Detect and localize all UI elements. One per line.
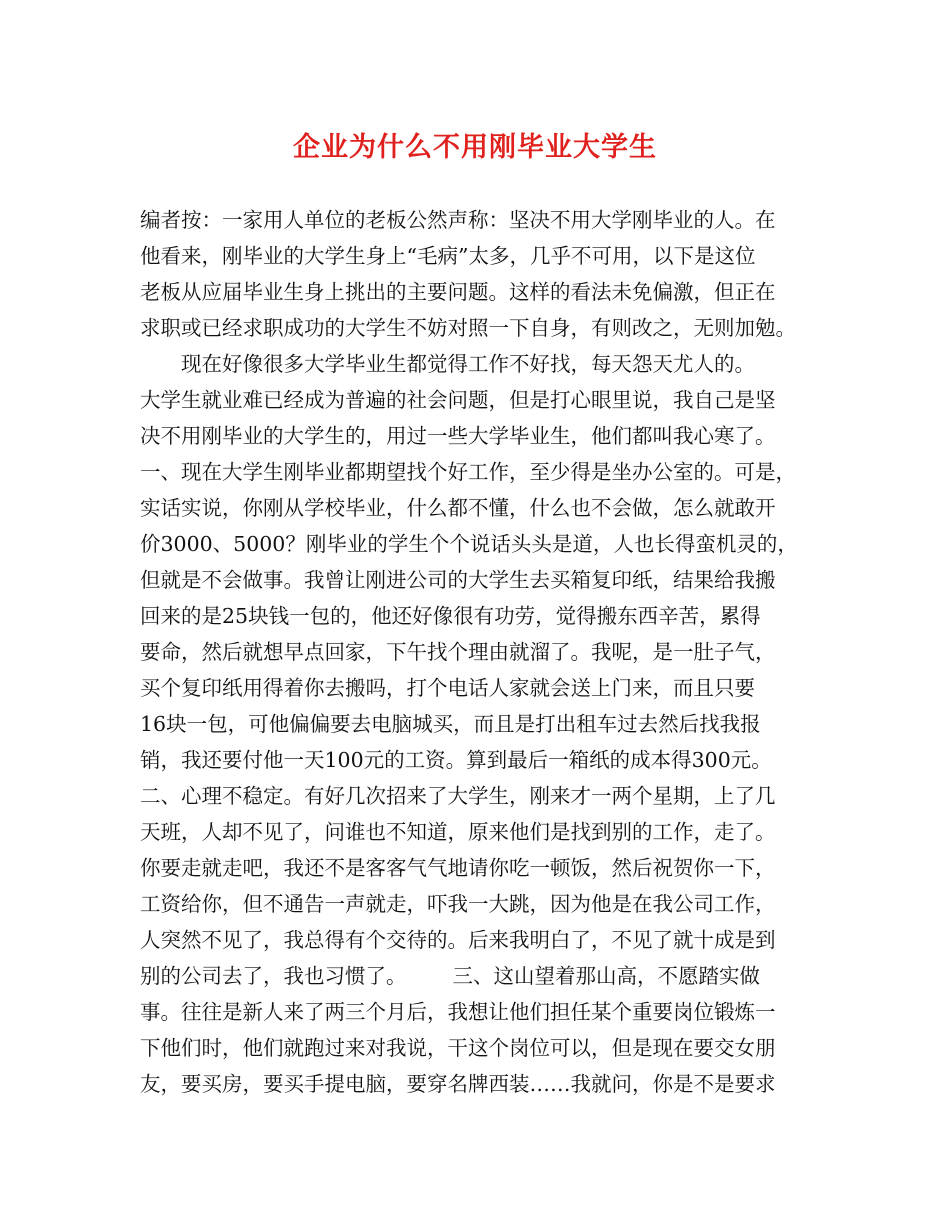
document-title: 企业为什么不用刚毕业大学生 bbox=[293, 132, 657, 163]
paragraph-line: 实话实说，你刚从学校毕业，什么都不懂，什么也不会做，怎么就敢开 bbox=[140, 496, 776, 520]
paragraph-line: 工资给你，但不通告一声就走，吓我一大跳，因为他是在我公司工作， bbox=[140, 892, 776, 916]
paragraph-line-split bbox=[140, 958, 820, 994]
paragraph-line: 他看来，刚毕业的大学生身上“毛病”太多，几乎不可用，以下是这位 bbox=[140, 244, 756, 268]
paragraph-line: 事。往往是新人来了两三个月后，我想让他们担任某个重要岗位锻炼一 bbox=[140, 1000, 776, 1024]
paragraph-line: 老板从应届毕业生身上挑出的主要问题。这样的看法未免偏激，但正在 bbox=[140, 280, 776, 304]
paragraph-line: 编者按：一家用人单位的老板公然声称：坚决不用大学刚毕业的人。在 bbox=[140, 208, 776, 232]
paragraph-line-part: 三、这山望着那山高，不愿踏实做 bbox=[452, 964, 760, 988]
paragraph-line: 友，要买房，要买手提电脑，要穿名牌西装……我就问，你是不是要求 bbox=[140, 1072, 776, 1096]
paragraph-line: 买个复印纸用得着你去搬吗，打个电话人家就会送上门来，而且只要 bbox=[140, 676, 755, 700]
paragraph-line: 一、现在大学生刚毕业都期望找个好工作，至少得是坐办公室的。可是， bbox=[140, 460, 796, 484]
paragraph-line-part: 别的公司去了，我也习惯了。 bbox=[140, 964, 407, 988]
paragraph-line: 人突然不见了，我总得有个交待的。后来我明白了，不见了就十成是到 bbox=[140, 928, 776, 952]
paragraph-line: 但就是不会做事。我曾让刚进公司的大学生去买箱复印纸，结果给我搬 bbox=[140, 568, 776, 592]
paragraph-line: 决不用刚毕业的大学生的，用过一些大学毕业生，他们都叫我心寒了。 bbox=[140, 424, 776, 448]
paragraph-line: 要命，然后就想早点回家，下午找个理由就溜了。我呢，是一肚子气， bbox=[140, 640, 776, 664]
paragraph-line: 天班，人却不见了，问谁也不知道，原来他们是找到别的工作，走了。 bbox=[140, 820, 776, 844]
paragraph-line: 二、心理不稳定。有好几次招来了大学生，刚来才一两个星期，上了几 bbox=[140, 784, 776, 808]
paragraph-line: 16块一包，可他偏偏要去电脑城买，而且是打出租车过去然后找我报 bbox=[140, 712, 761, 736]
paragraph-line: 销，我还要付他一天100元的工资。算到最后一箱纸的成本得300元。 bbox=[140, 748, 772, 772]
document-body bbox=[140, 202, 820, 1102]
paragraph-line: 你要走就走吧，我还不是客客气气地请你吃一顿饭，然后祝贺你一下， bbox=[140, 856, 776, 880]
paragraph-line: 现在好像很多大学毕业生都觉得工作不好找，每天怨天尤人的。 bbox=[140, 352, 755, 376]
paragraph-line: 价3000、5000？刚毕业的学生个个说话头头是道，人也长得蛮机灵的， bbox=[140, 532, 798, 556]
paragraph-line: 求职或已经求职成功的大学生不妨对照一下自身，有则改之，无则加勉。 bbox=[140, 316, 796, 340]
paragraph-line: 大学生就业难已经成为普遍的社会问题，但是打心眼里说，我自己是坚 bbox=[140, 388, 776, 412]
paragraph-line: 回来的是25块钱一包的，他还好像很有功劳，觉得搬东西辛苦，累得 bbox=[140, 604, 761, 628]
paragraph-line: 下他们时，他们就跑过来对我说，干这个岗位可以，但是现在要交女朋 bbox=[140, 1036, 776, 1060]
